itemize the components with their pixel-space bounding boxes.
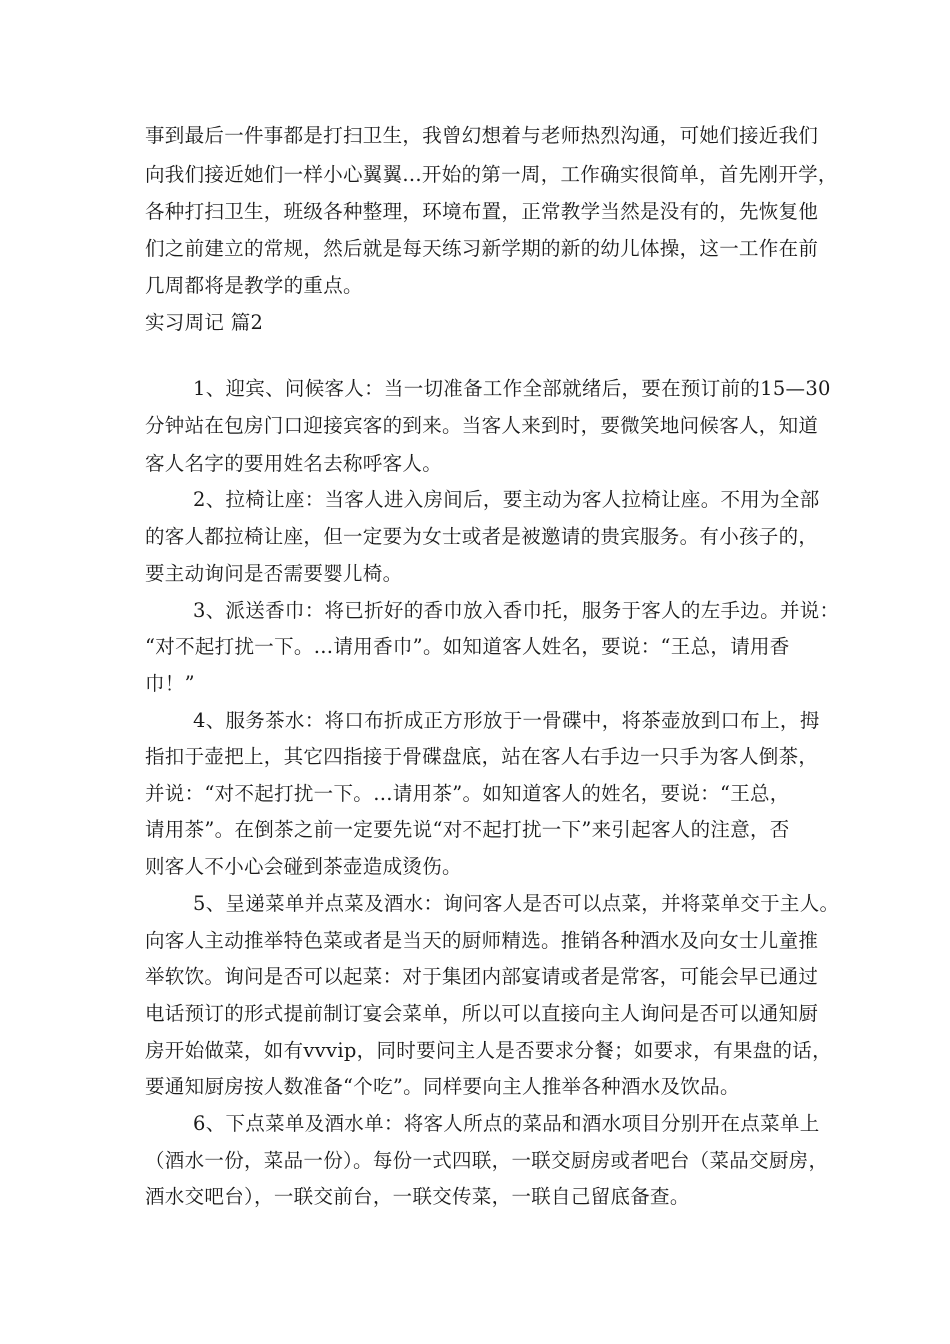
paragraph-line: 4、服务茶水：将口布折成正方形放于一骨碟中，将茶壶放到口布上，拇 xyxy=(193,709,820,732)
paragraph-line: 则客人不小心会碰到茶壶造成烫伤。 xyxy=(145,855,462,878)
paragraph-line: 请用茶”。在倒茶之前一定要先说“对不起打扰一下”来引起客人的注意，否 xyxy=(145,818,790,841)
intro-line: 事到最后一件事都是打扫卫生，我曾幻想着与老师热烈沟通，可她们接近我们 xyxy=(145,124,819,147)
paragraph-line: 举软饮。询问是否可以起菜：对于集团内部宴请或者是常客，可能会早已通过 xyxy=(145,965,819,988)
paragraph-line: （酒水一份，菜品一份）。每份一式四联，一联交厨房或者吧台（菜品交厨房， xyxy=(145,1149,829,1172)
intro-line: 几周都将是教学的重点。 xyxy=(145,274,363,297)
paragraph-line: 要主动询问是否需要婴儿椅。 xyxy=(145,562,403,585)
paragraph-line: 3、派送香巾：将已折好的香巾放入香巾托，服务于客人的左手边。并说： xyxy=(193,599,840,622)
paragraph-line: 并说：“对不起打扰一下。…请用茶”。如知道客人的姓名，要说：“王总， xyxy=(145,782,790,805)
paragraph-line: 分钟站在包房门口迎接宾客的到来。当客人来到时，要微笑地问候客人，知道 xyxy=(145,414,819,437)
intro-line: 向我们接近她们一样小心翼翼...开始的第一周，工作确实很简单，首先刚开学， xyxy=(145,163,838,186)
paragraph-line: 房开始做菜，如有vvvip，同时要问主人是否要求分餐；如要求，有果盘的话， xyxy=(145,1039,832,1062)
paragraph-line: 5、呈递菜单并点菜及酒水：询问客人是否可以点菜，并将菜单交于主人。 xyxy=(193,892,840,915)
paragraph-line: 酒水交吧台），一联交前台，一联交传菜，一联自己留底备查。 xyxy=(145,1185,690,1208)
paragraph-line: 1、迎宾、问候客人：当一切准备工作全部就绪后，要在预订前的15—30 xyxy=(193,377,831,400)
paragraph-line: 向客人主动推举特色菜或者是当天的厨师精选。推销各种酒水及向女士儿童推 xyxy=(145,929,819,952)
paragraph-line: 6、下点菜单及酒水单：将客人所点的菜品和酒水项目分别开在点菜单上 xyxy=(193,1112,820,1135)
paragraph-line: 要通知厨房按人数准备“个吃”。同样要向主人推举各种酒水及饮品。 xyxy=(145,1075,740,1098)
intro-line: 们之前建立的常规，然后就是每天练习新学期的新的幼儿体操，这一工作在前 xyxy=(145,237,819,260)
paragraph-line: 的客人都拉椅让座，但一定要为女士或者是被邀请的贵宾服务。有小孩子的， xyxy=(145,525,819,548)
paragraph-line: 电话预订的形式提前制订宴会菜单，所以可以直接向主人询问是否可以通知厨 xyxy=(145,1002,819,1025)
intro-line: 各种打扫卫生，班级各种整理，环境布置，正常教学当然是没有的，先恢复他 xyxy=(145,200,819,223)
section-heading: 实习周记 篇2 xyxy=(145,311,264,334)
paragraph-line: “对不起打扰一下。…请用香巾”。如知道客人姓名，要说：“王总，请用香 xyxy=(145,635,790,658)
paragraph-line: 客人名字的要用姓名去称呼客人。 xyxy=(145,452,443,475)
paragraph-line: 指扣于壶把上，其它四指接于骨碟盘底，站在客人右手边一只手为客人倒茶， xyxy=(145,745,819,768)
paragraph-line: 巾！” xyxy=(145,672,195,695)
paragraph-line: 2、拉椅让座：当客人进入房间后，要主动为客人拉椅让座。不用为全部 xyxy=(193,488,820,511)
